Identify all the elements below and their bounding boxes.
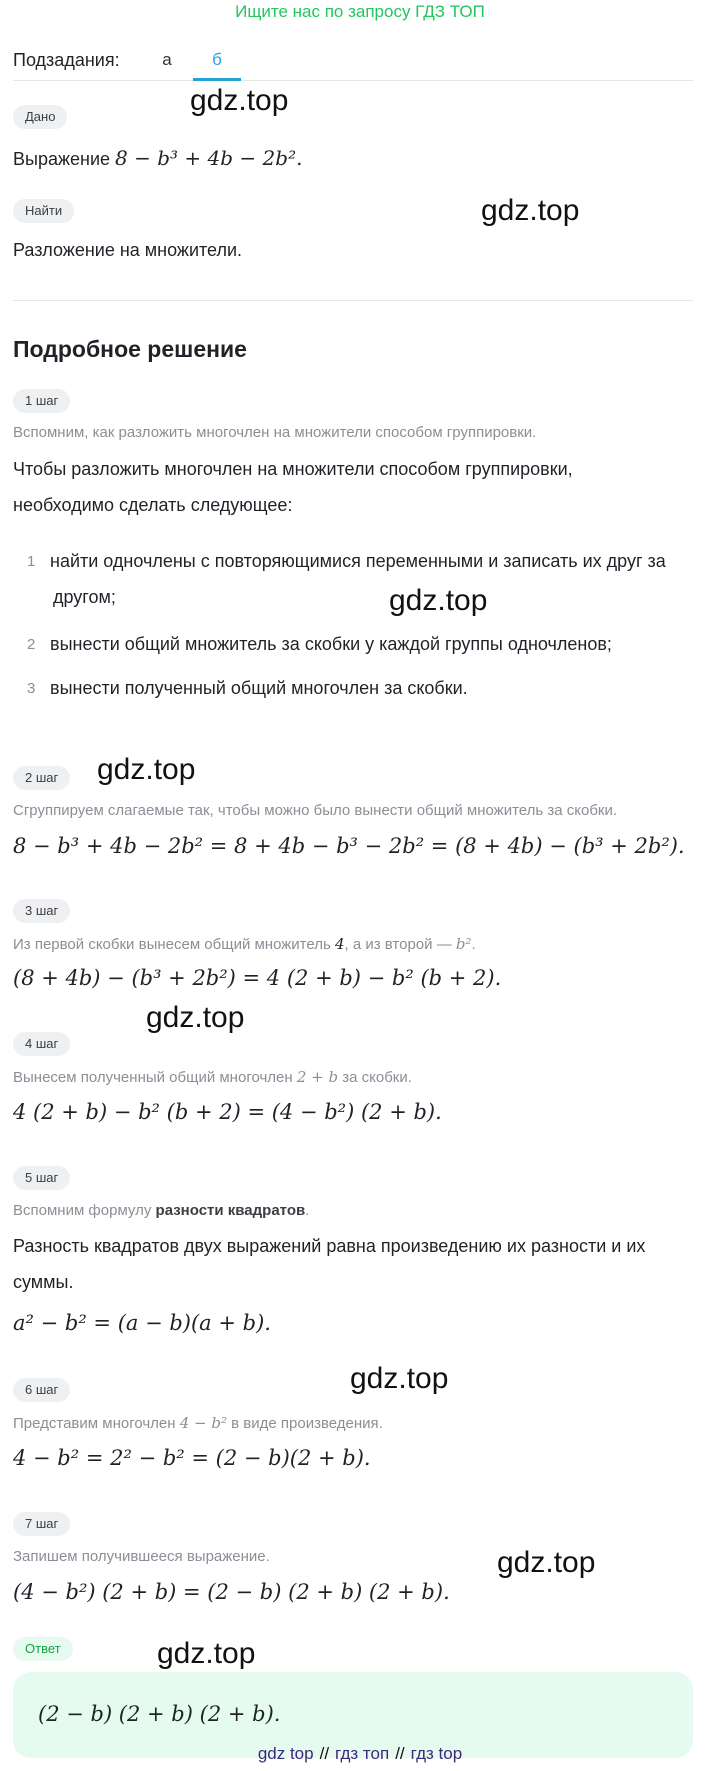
list-number: 1 xyxy=(27,553,36,570)
step-5-formula: a² − b² = (a − b)(a + b). xyxy=(13,1311,271,1335)
list-number: 3 xyxy=(27,680,36,697)
watermark-text: gdz.top xyxy=(481,194,580,227)
step-6-hint: Представим многочлен 4 − b² в виде произведения. xyxy=(13,1414,383,1432)
step-6-formula: 4 − b² = 2² − b² = (2 − b)(2 + b). xyxy=(13,1446,371,1470)
step-3-formula: (8 + 4b) − (b³ + 2b²) = 4 (2 + b) − b² (b + 2). xyxy=(13,966,502,990)
footer-link[interactable]: гдз топ xyxy=(335,1744,390,1763)
footer-link[interactable]: gdz top xyxy=(257,1744,314,1763)
step-5-body-line: Разность квадратов двух выражений равна произведению их разности и их xyxy=(13,1236,646,1256)
watermark-text: gdz.top xyxy=(497,1546,596,1579)
find-text: Разложение на множители. xyxy=(13,240,243,260)
solution-title: Подробное решение xyxy=(13,336,247,362)
given-text xyxy=(13,146,302,170)
tab-subtask-a[interactable]: а xyxy=(162,50,172,69)
given-expression: 8 − b³ + 4b − 2b². xyxy=(115,146,303,170)
step-1-body-line: Чтобы разложить многочлен на множители способом группировки, xyxy=(13,459,573,479)
answer-chip: Ответ xyxy=(13,1637,73,1661)
step-6-chip: 6 шаг xyxy=(13,1378,70,1402)
list-item-text: найти одночлены с повторяющимися переменными и записать их друг за xyxy=(50,551,666,571)
section-divider xyxy=(13,300,693,301)
watermark-text: gdz.top xyxy=(389,584,488,617)
step-7-hint: Запишем получившееся выражение. xyxy=(13,1548,270,1565)
step-5-chip: 5 шаг xyxy=(13,1166,70,1190)
tab-subtask-b[interactable]: б xyxy=(212,50,222,69)
list-item-text: вынести общий множитель за скобки у каждой группы одночленов; xyxy=(50,634,612,654)
find-chip: Найти xyxy=(13,199,74,223)
step-3-chip: 3 шаг xyxy=(13,899,70,923)
list-item-text: другом; xyxy=(53,587,116,607)
subtasks-label: Подзадания: xyxy=(13,50,120,70)
watermark-text: gdz.top xyxy=(190,84,289,117)
watermark-text: gdz.top xyxy=(350,1362,449,1395)
watermark-text: gdz.top xyxy=(146,1001,245,1034)
step-2-chip: 2 шаг xyxy=(13,766,70,790)
subtasks-divider xyxy=(13,80,693,81)
given-chip: Дано xyxy=(13,105,67,129)
step-3-hint: Из первой скобки вынесем общий множитель 4, а из второй — b². xyxy=(13,935,476,953)
step-4-chip: 4 шаг xyxy=(13,1032,70,1056)
watermark-text: gdz.top xyxy=(157,1637,256,1670)
step-7-chip: 7 шаг xyxy=(13,1512,70,1536)
step-1-body-line: необходимо сделать следующее: xyxy=(13,495,293,515)
step-1-hint: Вспомним, как разложить многочлен на множители способом группировки. xyxy=(13,424,537,441)
given-prefix: Выражение xyxy=(13,149,111,169)
subtasks-bar xyxy=(13,44,693,82)
watermark-text: gdz.top xyxy=(97,753,196,786)
footer-separator: // xyxy=(395,1744,405,1763)
top-banner: Ищите нас по запросу ГДЗ ТОП xyxy=(235,2,485,21)
list-item-text: вынести полученный общий многочлен за скобки. xyxy=(50,678,468,698)
footer-links xyxy=(0,1744,720,1764)
footer-separator: // xyxy=(319,1744,330,1763)
answer-formula: (2 − b) (2 + b) (2 + b). xyxy=(38,1702,281,1726)
step-5-hint: Вспомним формулу разности квадратов. xyxy=(13,1202,310,1219)
step-4-hint: Вынесем полученный общий многочлен 2 + b за скобки. xyxy=(13,1068,412,1086)
step-2-hint: Сгруппируем слагаемые так, чтобы можно было вынести общий множитель за скобки. xyxy=(13,802,618,819)
footer-link[interactable]: гдз top xyxy=(410,1744,463,1763)
step-7-formula: (4 − b²) (2 + b) = (2 − b) (2 + b) (2 + b). xyxy=(13,1580,450,1604)
step-2-formula: 8 − b³ + 4b − 2b² = 8 + 4b − b³ − 2b² = (8 + 4b) − (b³ + 2b²). xyxy=(13,834,685,858)
step-5-body-line: суммы. xyxy=(13,1272,74,1292)
list-number: 2 xyxy=(27,636,36,653)
active-tab-indicator xyxy=(193,78,241,81)
step-4-formula: 4 (2 + b) − b² (b + 2) = (4 − b²) (2 + b). xyxy=(13,1100,442,1124)
step-1-chip: 1 шаг xyxy=(13,389,70,413)
